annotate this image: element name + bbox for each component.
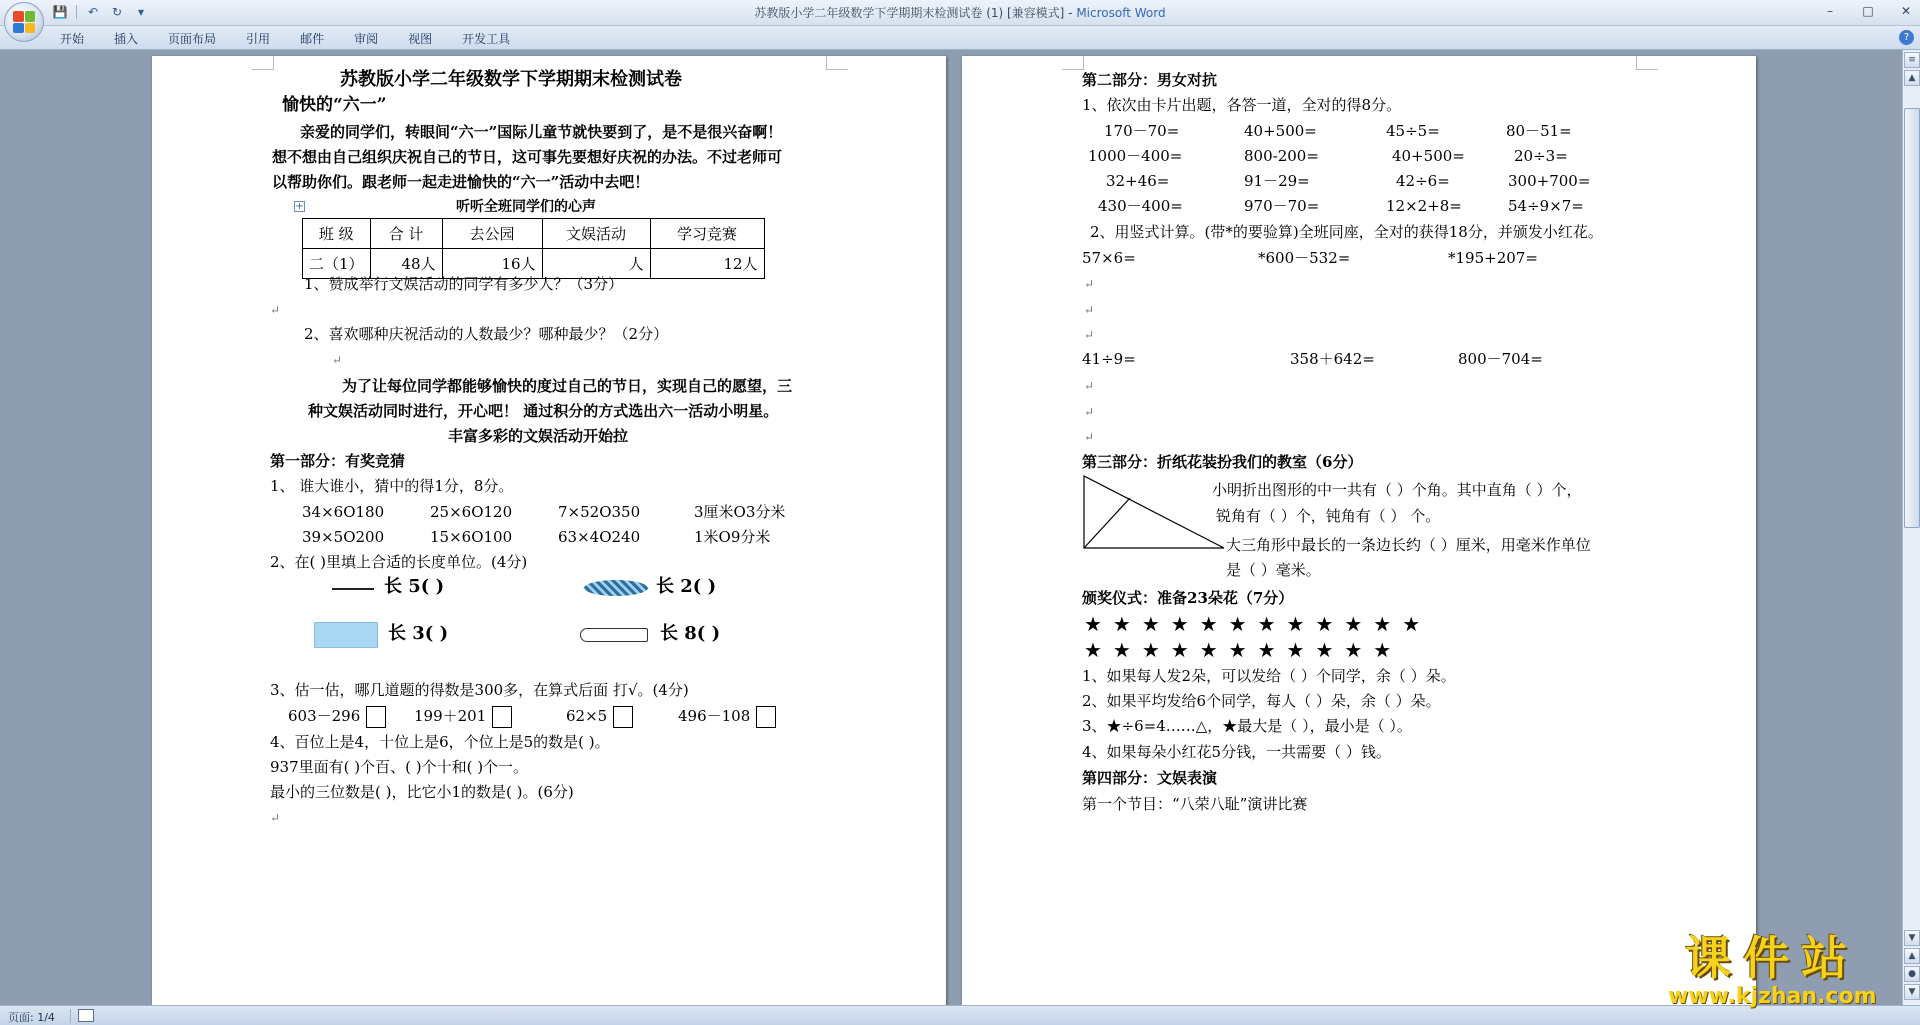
- part3-line-2: 锐角有（ ）个，钝角有（ ） 个。: [1216, 507, 1441, 525]
- tab-developer[interactable]: 开发工具: [462, 32, 511, 46]
- crop-mark: [826, 56, 848, 70]
- part3-line-3: 大三角形中最长的一条边长约（ ）厘米，用毫米作单位: [1226, 536, 1591, 554]
- paragraph-mark: ↵: [1084, 303, 1095, 317]
- calc-item: 57×6=: [1082, 249, 1136, 267]
- table-header-cell: 班 级: [303, 219, 371, 249]
- paragraph-mark: ↵: [1084, 328, 1095, 342]
- oral-item: 40+500=: [1392, 147, 1465, 165]
- table-header-cell: 文娱活动: [542, 219, 650, 249]
- flower-stars-row-2: ★★★★★★★★★★★: [1084, 638, 1403, 662]
- status-bar: [0, 1005, 1920, 1025]
- unit-blank: 长 8( ): [660, 623, 721, 644]
- oral-item: 800-200=: [1244, 147, 1319, 165]
- estimate-expression: 62×5: [566, 707, 608, 725]
- kjzhan-watermark: [1668, 922, 1877, 1009]
- compare-item: 39×5O200: [302, 528, 385, 546]
- part1-question-1: 1、 谁大谁小，猜中的得1分，8分。: [270, 477, 514, 495]
- part1-title: 第一部分：有奖竞猜: [270, 452, 406, 470]
- ruler-toggle-icon[interactable]: ≡: [1904, 52, 1920, 68]
- survey-table[interactable]: [302, 218, 765, 279]
- answer-checkbox[interactable]: [366, 706, 386, 728]
- compare-item: 25×6O120: [430, 503, 513, 521]
- window-controls: [1822, 3, 1914, 19]
- fish-icon: [584, 580, 648, 596]
- part3-line-1: 小明折出图形的中一共有（ ）个角。其中直角（ ）个，: [1212, 481, 1582, 499]
- estimate-item: [288, 706, 386, 728]
- oral-item: 80－51=: [1506, 122, 1572, 140]
- compare-item: 7×52O350: [558, 503, 641, 521]
- estimate-expression: 199＋201: [414, 707, 487, 725]
- intro-line-1: 亲爱的同学们，转眼间“六一”国际儿童节就快要到了，是不是很兴奋啊！: [300, 123, 783, 141]
- tab-review[interactable]: 审阅: [354, 32, 379, 46]
- minimize-icon[interactable]: –: [1827, 4, 1833, 18]
- intro-line-3: 以帮助你们。跟老师一起走进愉快的“六一”活动中去吧！: [272, 173, 650, 191]
- proofing-icon[interactable]: [78, 1009, 94, 1022]
- table-move-handle-icon[interactable]: +: [295, 201, 304, 212]
- calc-item: *195+207=: [1448, 249, 1538, 267]
- eraser-icon: [314, 622, 378, 648]
- triangle-outline: [1084, 476, 1224, 548]
- question-1: 1、赞成举行文娱活动的同学有多少人？（3分）: [304, 275, 624, 293]
- page-1[interactable]: [152, 56, 946, 1005]
- oral-item: 430－400=: [1098, 197, 1183, 215]
- table-header-cell: 学习竞赛: [650, 219, 764, 249]
- document-workspace[interactable]: [0, 50, 1902, 1005]
- tab-home[interactable]: 开始: [60, 32, 85, 46]
- oral-item: 1000－400=: [1088, 147, 1183, 165]
- oral-item: 45÷5=: [1386, 122, 1440, 140]
- intro-line-2: 想不想由自己组织庆祝自己的节日，这可事先要想好庆祝的办法。不过老师可: [272, 148, 783, 166]
- part1-question-4c: 最小的三位数是( )，比它小1的数是( )。(6分): [270, 783, 574, 801]
- oral-item: 20÷3=: [1514, 147, 1568, 165]
- table-cell: 二（1）: [303, 249, 371, 279]
- table-header-cell: 去公园: [442, 219, 542, 249]
- compare-item: 15×6O100: [430, 528, 513, 546]
- unit-blank: 长 3( ): [388, 623, 449, 644]
- title-bar: [0, 0, 1920, 26]
- office-logo-icon: [13, 11, 35, 33]
- estimate-item: [678, 706, 776, 728]
- save-icon[interactable]: 💾: [52, 5, 68, 19]
- paragraph-mark: ↵: [332, 353, 343, 367]
- part1-question-2: 2、在( )里填上合适的长度单位。(4分): [270, 553, 528, 571]
- activity-paragraph-line-1: 为了让每位同学都能够愉快的度过自己的节日，实现自己的愿望，三: [342, 377, 793, 395]
- watermark-url: www.kjzhan.com: [1668, 984, 1877, 1009]
- flower-stars-row-1: ★★★★★★★★★★★★: [1084, 612, 1432, 636]
- page-2[interactable]: [962, 56, 1756, 1005]
- activity-paragraph-line-2: 种文娱活动同时进行，开心吧！ 通过积分的方式选出六一活动小明星。: [308, 402, 779, 420]
- table-cell: 人: [542, 249, 650, 279]
- estimate-item: [414, 706, 512, 728]
- award-title: 颁奖仪式：准备23朵花（7分）: [1082, 589, 1294, 607]
- tab-mailings[interactable]: 邮件: [300, 32, 325, 46]
- paragraph-mark: ↵: [1084, 405, 1095, 419]
- tab-insert[interactable]: 插入: [114, 32, 139, 46]
- oral-item: 32+46=: [1106, 172, 1170, 190]
- table-header-cell: 合 计: [370, 219, 442, 249]
- table-cell: 16人: [442, 249, 542, 279]
- part2-title: 第二部分：男女对抗: [1082, 71, 1218, 89]
- status-separator: [70, 1009, 71, 1023]
- part2-question-2: 2、用竖式计算。(带*的要验算)全班同座，全对的获得18分，并颁发小红花。: [1090, 223, 1603, 241]
- unit-blank: 长 5( ): [384, 576, 445, 597]
- next-page-icon[interactable]: ▼: [1904, 984, 1920, 1000]
- oral-item: 170－70=: [1104, 122, 1180, 140]
- part1-question-4b: 937里面有( )个百、( )个十和( )个一。: [270, 758, 529, 776]
- ribbon: [0, 26, 1920, 50]
- tab-page-layout[interactable]: 页面布局: [168, 32, 217, 46]
- paragraph-mark: ↵: [1084, 430, 1095, 444]
- ribbon-tabs: [60, 30, 510, 47]
- answer-checkbox[interactable]: [613, 706, 633, 728]
- app-name: Microsoft Word: [1076, 6, 1166, 20]
- part4-title: 第四部分：文娱表演: [1082, 769, 1218, 787]
- office-button[interactable]: [4, 2, 44, 42]
- window-title: [0, 4, 1920, 21]
- section-heading: 丰富多彩的文娱活动开始拉: [448, 427, 629, 445]
- tab-view[interactable]: 视图: [408, 32, 433, 46]
- document-title: 苏教版小学二年级数学下学期期末检测试卷 (1) [兼容模式] -: [754, 6, 1077, 20]
- redo-icon[interactable]: ↻: [111, 5, 123, 19]
- paragraph-mark: ↵: [270, 303, 281, 317]
- award-question-2: 2、如果平均发给6个同学，每人（ ）朵，余（ ）朵。: [1082, 692, 1441, 710]
- crop-mark: [1636, 56, 1658, 70]
- tab-references[interactable]: 引用: [246, 32, 271, 46]
- help-icon[interactable]: ?: [1899, 30, 1914, 45]
- scrollbar-thumb[interactable]: [1904, 108, 1920, 528]
- table-cell: 12人: [650, 249, 764, 279]
- oral-item: 40+500=: [1244, 122, 1317, 140]
- part3-title: 第三部分：折纸花装扮我们的教室（6分）: [1082, 453, 1363, 471]
- maximize-icon[interactable]: □: [1862, 4, 1874, 18]
- page-indicator[interactable]: 页面: 1/4: [8, 1011, 55, 1024]
- compare-item: 1米O9分米: [694, 528, 771, 546]
- line-segment-icon: [332, 588, 374, 590]
- scroll-up-icon[interactable]: ▲: [1904, 70, 1920, 86]
- part4-line: 第一个节目：“八荣八耻”演讲比赛: [1082, 795, 1308, 813]
- oral-item: 91－29=: [1244, 172, 1310, 190]
- document-title-heading: 苏教版小学二年级数学下学期期末检测试卷: [340, 69, 682, 90]
- watermark-title: 课件站: [1685, 931, 1860, 985]
- scroll-down-icon[interactable]: ▼: [1904, 930, 1920, 946]
- undo-icon[interactable]: ↶: [87, 5, 99, 19]
- table-cell: 48人: [370, 249, 442, 279]
- oral-item: 300+700=: [1508, 172, 1591, 190]
- paragraph-mark: ↵: [270, 811, 281, 825]
- question-2: 2、喜欢哪种庆祝活动的人数最少？哪种最少？（2分）: [304, 325, 669, 343]
- award-question-3: 3、★÷6=4……△，★最大是（ ），最小是（ ）。: [1082, 717, 1412, 735]
- table-row: [303, 219, 765, 249]
- vertical-scrollbar[interactable]: [1902, 50, 1920, 1005]
- award-question-1: 1、如果每人发2朵，可以发给（ ）个同学，余（ ）朵。: [1082, 667, 1456, 685]
- oral-item: 42÷6=: [1396, 172, 1450, 190]
- paragraph-mark: ↵: [1084, 277, 1095, 291]
- calc-item: *600－532=: [1258, 249, 1351, 267]
- unit-blank: 长 2( ): [656, 576, 717, 597]
- crop-mark: [252, 56, 274, 70]
- part3-line-4: 是（ ）毫米。: [1226, 561, 1321, 579]
- part2-question-1: 1、依次由卡片出题，各答一道，全对的得8分。: [1082, 96, 1402, 114]
- oral-item: 12×2+8=: [1386, 197, 1462, 215]
- part1-question-4: 4、百位上是4，十位上是6，个位上是5的数是( )。: [270, 733, 610, 751]
- estimate-expression: 496－108: [678, 707, 751, 725]
- close-icon[interactable]: ✕: [1900, 4, 1912, 18]
- crop-mark: [1062, 56, 1084, 70]
- compare-item: 3厘米O3分米: [694, 503, 786, 521]
- compare-item: 34×6O180: [302, 503, 385, 521]
- customize-qat-icon[interactable]: ▾: [137, 5, 145, 19]
- compare-item: 63×4O240: [558, 528, 641, 546]
- previous-page-icon[interactable]: ▲: [1904, 948, 1920, 964]
- subtitle: 愉快的“六一”: [282, 95, 387, 115]
- answer-checkbox[interactable]: [492, 706, 512, 728]
- answer-checkbox[interactable]: [756, 706, 776, 728]
- calc-item: 41÷9=: [1082, 350, 1136, 368]
- oral-item: 970－70=: [1244, 197, 1320, 215]
- fold-line: [1084, 498, 1130, 548]
- estimate-expression: 603－296: [288, 707, 361, 725]
- paragraph-mark: ↵: [1084, 379, 1095, 393]
- estimate-item: [566, 706, 633, 728]
- calc-item: 800－704=: [1458, 350, 1543, 368]
- award-question-4: 4、如果每朵小红花5分钱，一共需要（ ）钱。: [1082, 743, 1391, 761]
- calc-item: 358＋642=: [1290, 350, 1375, 368]
- pencil-icon: [580, 628, 648, 642]
- select-browse-object-icon[interactable]: ●: [1904, 966, 1920, 982]
- folded-triangle-figure: [1082, 474, 1226, 550]
- part1-question-3: 3、估一估，哪几道题的得数是300多，在算式后面 打√。(4分): [270, 681, 689, 699]
- survey-title: 听听全班同学们的心声: [456, 199, 596, 215]
- oral-item: 54÷9×7=: [1508, 197, 1584, 215]
